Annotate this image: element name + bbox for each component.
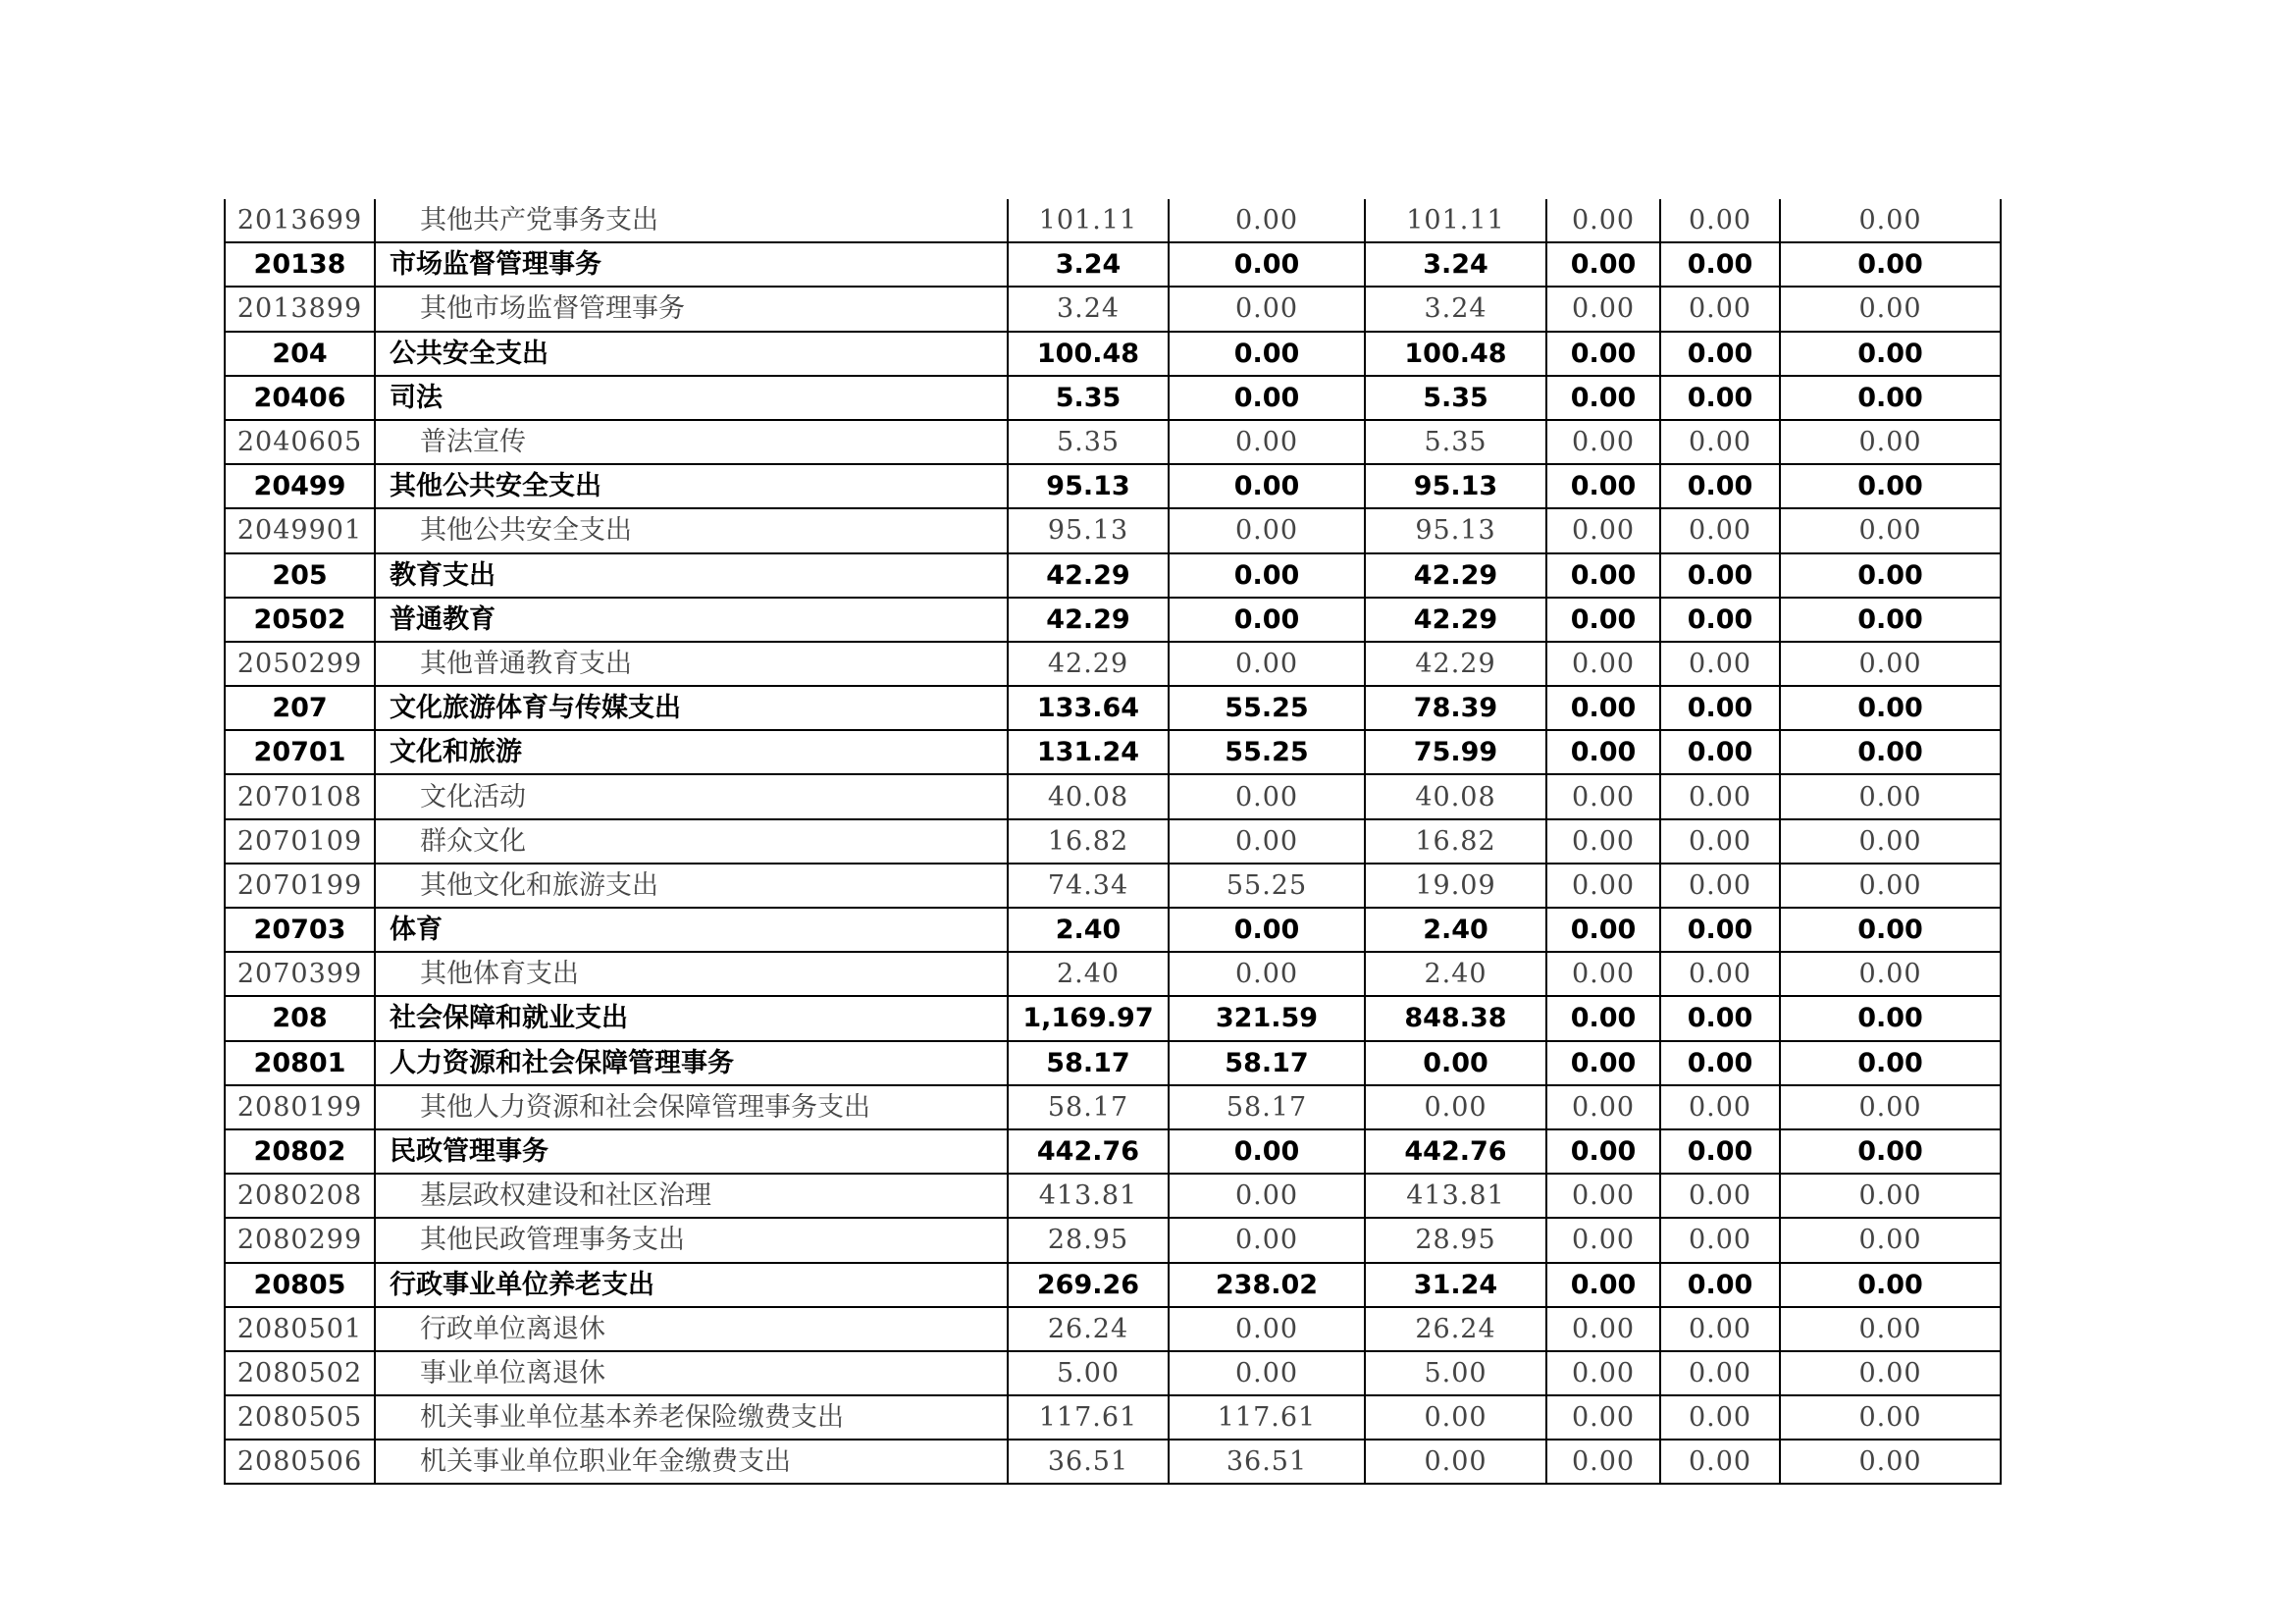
table-row	[225, 1395, 2001, 1440]
amount-cell-col7: 0.00	[1660, 464, 1780, 508]
total-amount-cell: 442.76	[1008, 1129, 1169, 1174]
total-amount-cell: 2.40	[1008, 952, 1169, 996]
subject-name-cell: 人力资源和社会保障管理事务	[375, 1041, 1008, 1085]
total-amount-cell: 16.82	[1008, 819, 1169, 864]
table-row	[225, 819, 2001, 864]
subject-name-cell: 机关事业单位职业年金缴费支出	[375, 1440, 1008, 1484]
amount-cell-col6: 0.00	[1546, 464, 1660, 508]
subject-name-cell: 民政管理事务	[375, 1129, 1008, 1174]
table-row	[225, 1263, 2001, 1307]
amount-cell-col7: 0.00	[1660, 376, 1780, 420]
table-row	[225, 1041, 2001, 1085]
table-row	[225, 1218, 2001, 1262]
amount-cell-col8: 0.00	[1780, 242, 2001, 287]
basic-expenditure-cell: 0.00	[1169, 1129, 1365, 1174]
basic-expenditure-cell: 0.00	[1169, 553, 1365, 598]
table-row	[225, 686, 2001, 730]
project-expenditure-cell: 40.08	[1365, 774, 1546, 818]
basic-expenditure-cell: 55.25	[1169, 730, 1365, 774]
amount-cell-col6: 0.00	[1546, 598, 1660, 642]
subject-code-cell: 2050299	[225, 642, 375, 686]
amount-cell-col8: 0.00	[1780, 1041, 2001, 1085]
total-amount-cell: 95.13	[1008, 464, 1169, 508]
amount-cell-col6: 0.00	[1546, 1129, 1660, 1174]
amount-cell-col7: 0.00	[1660, 1440, 1780, 1484]
amount-cell-col6: 0.00	[1546, 996, 1660, 1040]
subject-name-cell: 其他共产党事务支出	[375, 199, 1008, 242]
subject-name-cell: 事业单位离退休	[375, 1351, 1008, 1395]
subject-code-cell: 204	[225, 332, 375, 376]
subject-code-cell: 2049901	[225, 508, 375, 552]
total-amount-cell: 5.00	[1008, 1351, 1169, 1395]
subject-name-cell: 司法	[375, 376, 1008, 420]
subject-name-cell: 社会保障和就业支出	[375, 996, 1008, 1040]
project-expenditure-cell: 413.81	[1365, 1174, 1546, 1218]
total-amount-cell: 131.24	[1008, 730, 1169, 774]
amount-cell-col7: 0.00	[1660, 1351, 1780, 1395]
total-amount-cell: 100.48	[1008, 332, 1169, 376]
amount-cell-col7: 0.00	[1660, 598, 1780, 642]
amount-cell-col7: 0.00	[1660, 1218, 1780, 1262]
basic-expenditure-cell: 0.00	[1169, 376, 1365, 420]
subject-code-cell: 2080299	[225, 1218, 375, 1262]
project-expenditure-cell: 42.29	[1365, 553, 1546, 598]
project-expenditure-cell: 42.29	[1365, 642, 1546, 686]
amount-cell-col7: 0.00	[1660, 242, 1780, 287]
basic-expenditure-cell: 0.00	[1169, 199, 1365, 242]
project-expenditure-cell: 95.13	[1365, 464, 1546, 508]
basic-expenditure-cell: 0.00	[1169, 287, 1365, 331]
amount-cell-col6: 0.00	[1546, 642, 1660, 686]
total-amount-cell: 28.95	[1008, 1218, 1169, 1262]
table-row	[225, 598, 2001, 642]
table-row	[225, 1307, 2001, 1351]
amount-cell-col6: 0.00	[1546, 199, 1660, 242]
project-expenditure-cell: 3.24	[1365, 287, 1546, 331]
amount-cell-col6: 0.00	[1546, 952, 1660, 996]
project-expenditure-cell: 3.24	[1365, 242, 1546, 287]
subject-name-cell: 其他普通教育支出	[375, 642, 1008, 686]
total-amount-cell: 2.40	[1008, 908, 1169, 952]
table-row	[225, 199, 2001, 242]
amount-cell-col8: 0.00	[1780, 1085, 2001, 1129]
total-amount-cell: 117.61	[1008, 1395, 1169, 1440]
amount-cell-col8: 0.00	[1780, 1174, 2001, 1218]
amount-cell-col8: 0.00	[1780, 332, 2001, 376]
table-row	[225, 1174, 2001, 1218]
amount-cell-col6: 0.00	[1546, 287, 1660, 331]
project-expenditure-cell: 31.24	[1365, 1263, 1546, 1307]
amount-cell-col6: 0.00	[1546, 1174, 1660, 1218]
basic-expenditure-cell: 36.51	[1169, 1440, 1365, 1484]
project-expenditure-cell: 2.40	[1365, 952, 1546, 996]
amount-cell-col6: 0.00	[1546, 774, 1660, 818]
basic-expenditure-cell: 58.17	[1169, 1085, 1365, 1129]
amount-cell-col6: 0.00	[1546, 242, 1660, 287]
subject-code-cell: 20406	[225, 376, 375, 420]
amount-cell-col8: 0.00	[1780, 1218, 2001, 1262]
amount-cell-col7: 0.00	[1660, 642, 1780, 686]
subject-name-cell: 公共安全支出	[375, 332, 1008, 376]
amount-cell-col8: 0.00	[1780, 996, 2001, 1040]
amount-cell-col7: 0.00	[1660, 774, 1780, 818]
amount-cell-col8: 0.00	[1780, 730, 2001, 774]
amount-cell-col7: 0.00	[1660, 864, 1780, 908]
basic-expenditure-cell: 58.17	[1169, 1041, 1365, 1085]
amount-cell-col8: 0.00	[1780, 287, 2001, 331]
amount-cell-col6: 0.00	[1546, 864, 1660, 908]
total-amount-cell: 269.26	[1008, 1263, 1169, 1307]
subject-name-cell: 文化和旅游	[375, 730, 1008, 774]
amount-cell-col6: 0.00	[1546, 508, 1660, 552]
subject-name-cell: 文化旅游体育与传媒支出	[375, 686, 1008, 730]
amount-cell-col8: 0.00	[1780, 1440, 2001, 1484]
amount-cell-col8: 0.00	[1780, 908, 2001, 952]
project-expenditure-cell: 101.11	[1365, 199, 1546, 242]
total-amount-cell: 40.08	[1008, 774, 1169, 818]
subject-code-cell: 20701	[225, 730, 375, 774]
subject-name-cell: 其他民政管理事务支出	[375, 1218, 1008, 1262]
project-expenditure-cell: 78.39	[1365, 686, 1546, 730]
basic-expenditure-cell: 0.00	[1169, 1174, 1365, 1218]
basic-expenditure-cell: 0.00	[1169, 819, 1365, 864]
amount-cell-col7: 0.00	[1660, 420, 1780, 464]
table-row	[225, 952, 2001, 996]
subject-name-cell: 其他公共安全支出	[375, 508, 1008, 552]
subject-name-cell: 教育支出	[375, 553, 1008, 598]
amount-cell-col8: 0.00	[1780, 864, 2001, 908]
amount-cell-col6: 0.00	[1546, 1440, 1660, 1484]
subject-name-cell: 基层政权建设和社区治理	[375, 1174, 1008, 1218]
amount-cell-col7: 0.00	[1660, 908, 1780, 952]
total-amount-cell: 3.24	[1008, 242, 1169, 287]
subject-name-cell: 普法宣传	[375, 420, 1008, 464]
basic-expenditure-cell: 0.00	[1169, 908, 1365, 952]
project-expenditure-cell: 26.24	[1365, 1307, 1546, 1351]
table-row	[225, 332, 2001, 376]
amount-cell-col8: 0.00	[1780, 420, 2001, 464]
subject-name-cell: 体育	[375, 908, 1008, 952]
amount-cell-col7: 0.00	[1660, 553, 1780, 598]
subject-code-cell: 207	[225, 686, 375, 730]
total-amount-cell: 36.51	[1008, 1440, 1169, 1484]
amount-cell-col6: 0.00	[1546, 1263, 1660, 1307]
table-row	[225, 1129, 2001, 1174]
project-expenditure-cell: 5.35	[1365, 376, 1546, 420]
subject-name-cell: 文化活动	[375, 774, 1008, 818]
basic-expenditure-cell: 0.00	[1169, 642, 1365, 686]
subject-name-cell: 群众文化	[375, 819, 1008, 864]
amount-cell-col6: 0.00	[1546, 1395, 1660, 1440]
project-expenditure-cell: 0.00	[1365, 1041, 1546, 1085]
project-expenditure-cell: 100.48	[1365, 332, 1546, 376]
amount-cell-col6: 0.00	[1546, 420, 1660, 464]
project-expenditure-cell: 28.95	[1365, 1218, 1546, 1262]
amount-cell-col7: 0.00	[1660, 508, 1780, 552]
amount-cell-col7: 0.00	[1660, 819, 1780, 864]
amount-cell-col7: 0.00	[1660, 1174, 1780, 1218]
subject-code-cell: 20805	[225, 1263, 375, 1307]
amount-cell-col8: 0.00	[1780, 642, 2001, 686]
amount-cell-col8: 0.00	[1780, 952, 2001, 996]
amount-cell-col6: 0.00	[1546, 686, 1660, 730]
table-row	[225, 464, 2001, 508]
total-amount-cell: 95.13	[1008, 508, 1169, 552]
project-expenditure-cell: 5.00	[1365, 1351, 1546, 1395]
project-expenditure-cell: 16.82	[1365, 819, 1546, 864]
amount-cell-col8: 0.00	[1780, 199, 2001, 242]
amount-cell-col7: 0.00	[1660, 332, 1780, 376]
amount-cell-col8: 0.00	[1780, 1307, 2001, 1351]
amount-cell-col6: 0.00	[1546, 553, 1660, 598]
project-expenditure-cell: 95.13	[1365, 508, 1546, 552]
amount-cell-col8: 0.00	[1780, 1351, 2001, 1395]
amount-cell-col6: 0.00	[1546, 1041, 1660, 1085]
project-expenditure-cell: 75.99	[1365, 730, 1546, 774]
basic-expenditure-cell: 0.00	[1169, 598, 1365, 642]
subject-code-cell: 2080502	[225, 1351, 375, 1395]
total-amount-cell: 3.24	[1008, 287, 1169, 331]
amount-cell-col6: 0.00	[1546, 819, 1660, 864]
amount-cell-col8: 0.00	[1780, 1395, 2001, 1440]
basic-expenditure-cell: 0.00	[1169, 1351, 1365, 1395]
amount-cell-col8: 0.00	[1780, 508, 2001, 552]
basic-expenditure-cell: 0.00	[1169, 1307, 1365, 1351]
total-amount-cell: 101.11	[1008, 199, 1169, 242]
amount-cell-col8: 0.00	[1780, 686, 2001, 730]
total-amount-cell: 42.29	[1008, 553, 1169, 598]
project-expenditure-cell: 0.00	[1365, 1085, 1546, 1129]
table-body	[225, 199, 2001, 1484]
amount-cell-col6: 0.00	[1546, 1307, 1660, 1351]
amount-cell-col7: 0.00	[1660, 1041, 1780, 1085]
subject-code-cell: 20502	[225, 598, 375, 642]
project-expenditure-cell: 848.38	[1365, 996, 1546, 1040]
project-expenditure-cell: 0.00	[1365, 1395, 1546, 1440]
total-amount-cell: 42.29	[1008, 598, 1169, 642]
subject-name-cell: 市场监督管理事务	[375, 242, 1008, 287]
subject-code-cell: 2013899	[225, 287, 375, 331]
total-amount-cell: 413.81	[1008, 1174, 1169, 1218]
basic-expenditure-cell: 0.00	[1169, 242, 1365, 287]
table-row	[225, 730, 2001, 774]
amount-cell-col7: 0.00	[1660, 1395, 1780, 1440]
table-row	[225, 1351, 2001, 1395]
basic-expenditure-cell: 55.25	[1169, 686, 1365, 730]
amount-cell-col8: 0.00	[1780, 464, 2001, 508]
basic-expenditure-cell: 0.00	[1169, 332, 1365, 376]
amount-cell-col7: 0.00	[1660, 730, 1780, 774]
basic-expenditure-cell: 321.59	[1169, 996, 1365, 1040]
subject-code-cell: 2070199	[225, 864, 375, 908]
amount-cell-col6: 0.00	[1546, 1085, 1660, 1129]
subject-code-cell: 2080506	[225, 1440, 375, 1484]
table-row	[225, 996, 2001, 1040]
amount-cell-col6: 0.00	[1546, 332, 1660, 376]
amount-cell-col6: 0.00	[1546, 1218, 1660, 1262]
total-amount-cell: 133.64	[1008, 686, 1169, 730]
total-amount-cell: 5.35	[1008, 376, 1169, 420]
subject-name-cell: 普通教育	[375, 598, 1008, 642]
amount-cell-col6: 0.00	[1546, 1351, 1660, 1395]
table-row	[225, 1085, 2001, 1129]
total-amount-cell: 74.34	[1008, 864, 1169, 908]
basic-expenditure-cell: 238.02	[1169, 1263, 1365, 1307]
amount-cell-col8: 0.00	[1780, 1129, 2001, 1174]
total-amount-cell: 42.29	[1008, 642, 1169, 686]
amount-cell-col8: 0.00	[1780, 598, 2001, 642]
amount-cell-col8: 0.00	[1780, 1263, 2001, 1307]
table-row	[225, 864, 2001, 908]
subject-code-cell: 205	[225, 553, 375, 598]
basic-expenditure-cell: 0.00	[1169, 774, 1365, 818]
table-row	[225, 908, 2001, 952]
table-row	[225, 1440, 2001, 1484]
table-row	[225, 420, 2001, 464]
amount-cell-col6: 0.00	[1546, 376, 1660, 420]
table-row	[225, 642, 2001, 686]
total-amount-cell: 1,169.97	[1008, 996, 1169, 1040]
subject-name-cell: 机关事业单位基本养老保险缴费支出	[375, 1395, 1008, 1440]
basic-expenditure-cell: 0.00	[1169, 508, 1365, 552]
basic-expenditure-cell: 55.25	[1169, 864, 1365, 908]
table-row	[225, 376, 2001, 420]
amount-cell-col7: 0.00	[1660, 1085, 1780, 1129]
subject-name-cell: 行政事业单位养老支出	[375, 1263, 1008, 1307]
table-row	[225, 553, 2001, 598]
table-row	[225, 508, 2001, 552]
subject-code-cell: 2080501	[225, 1307, 375, 1351]
subject-name-cell: 其他公共安全支出	[375, 464, 1008, 508]
subject-code-cell: 208	[225, 996, 375, 1040]
total-amount-cell: 58.17	[1008, 1085, 1169, 1129]
total-amount-cell: 58.17	[1008, 1041, 1169, 1085]
amount-cell-col7: 0.00	[1660, 1129, 1780, 1174]
table-row	[225, 774, 2001, 818]
amount-cell-col7: 0.00	[1660, 686, 1780, 730]
subject-code-cell: 2080505	[225, 1395, 375, 1440]
basic-expenditure-cell: 0.00	[1169, 1218, 1365, 1262]
basic-expenditure-cell: 117.61	[1169, 1395, 1365, 1440]
amount-cell-col8: 0.00	[1780, 774, 2001, 818]
total-amount-cell: 26.24	[1008, 1307, 1169, 1351]
subject-name-cell: 行政单位离退休	[375, 1307, 1008, 1351]
amount-cell-col6: 0.00	[1546, 730, 1660, 774]
subject-name-cell: 其他市场监督管理事务	[375, 287, 1008, 331]
table-row	[225, 242, 2001, 287]
subject-code-cell: 20138	[225, 242, 375, 287]
amount-cell-col6: 0.00	[1546, 908, 1660, 952]
amount-cell-col7: 0.00	[1660, 287, 1780, 331]
amount-cell-col7: 0.00	[1660, 952, 1780, 996]
subject-name-cell: 其他体育支出	[375, 952, 1008, 996]
amount-cell-col7: 0.00	[1660, 199, 1780, 242]
table-row	[225, 287, 2001, 331]
subject-code-cell: 2070109	[225, 819, 375, 864]
subject-code-cell: 2013699	[225, 199, 375, 242]
subject-name-cell: 其他文化和旅游支出	[375, 864, 1008, 908]
amount-cell-col8: 0.00	[1780, 819, 2001, 864]
amount-cell-col8: 0.00	[1780, 553, 2001, 598]
project-expenditure-cell: 5.35	[1365, 420, 1546, 464]
project-expenditure-cell: 42.29	[1365, 598, 1546, 642]
basic-expenditure-cell: 0.00	[1169, 420, 1365, 464]
project-expenditure-cell: 2.40	[1365, 908, 1546, 952]
subject-code-cell: 2070108	[225, 774, 375, 818]
subject-code-cell: 2080208	[225, 1174, 375, 1218]
total-amount-cell: 5.35	[1008, 420, 1169, 464]
subject-code-cell: 20703	[225, 908, 375, 952]
subject-code-cell: 2040605	[225, 420, 375, 464]
subject-code-cell: 20802	[225, 1129, 375, 1174]
subject-code-cell: 2070399	[225, 952, 375, 996]
subject-code-cell: 20499	[225, 464, 375, 508]
subject-code-cell: 2080199	[225, 1085, 375, 1129]
subject-code-cell: 20801	[225, 1041, 375, 1085]
basic-expenditure-cell: 0.00	[1169, 952, 1365, 996]
budget-expenditure-table	[224, 199, 2002, 1485]
subject-name-cell: 其他人力资源和社会保障管理事务支出	[375, 1085, 1008, 1129]
amount-cell-col7: 0.00	[1660, 1307, 1780, 1351]
basic-expenditure-cell: 0.00	[1169, 464, 1365, 508]
project-expenditure-cell: 0.00	[1365, 1440, 1546, 1484]
project-expenditure-cell: 442.76	[1365, 1129, 1546, 1174]
amount-cell-col7: 0.00	[1660, 1263, 1780, 1307]
project-expenditure-cell: 19.09	[1365, 864, 1546, 908]
amount-cell-col8: 0.00	[1780, 376, 2001, 420]
amount-cell-col7: 0.00	[1660, 996, 1780, 1040]
